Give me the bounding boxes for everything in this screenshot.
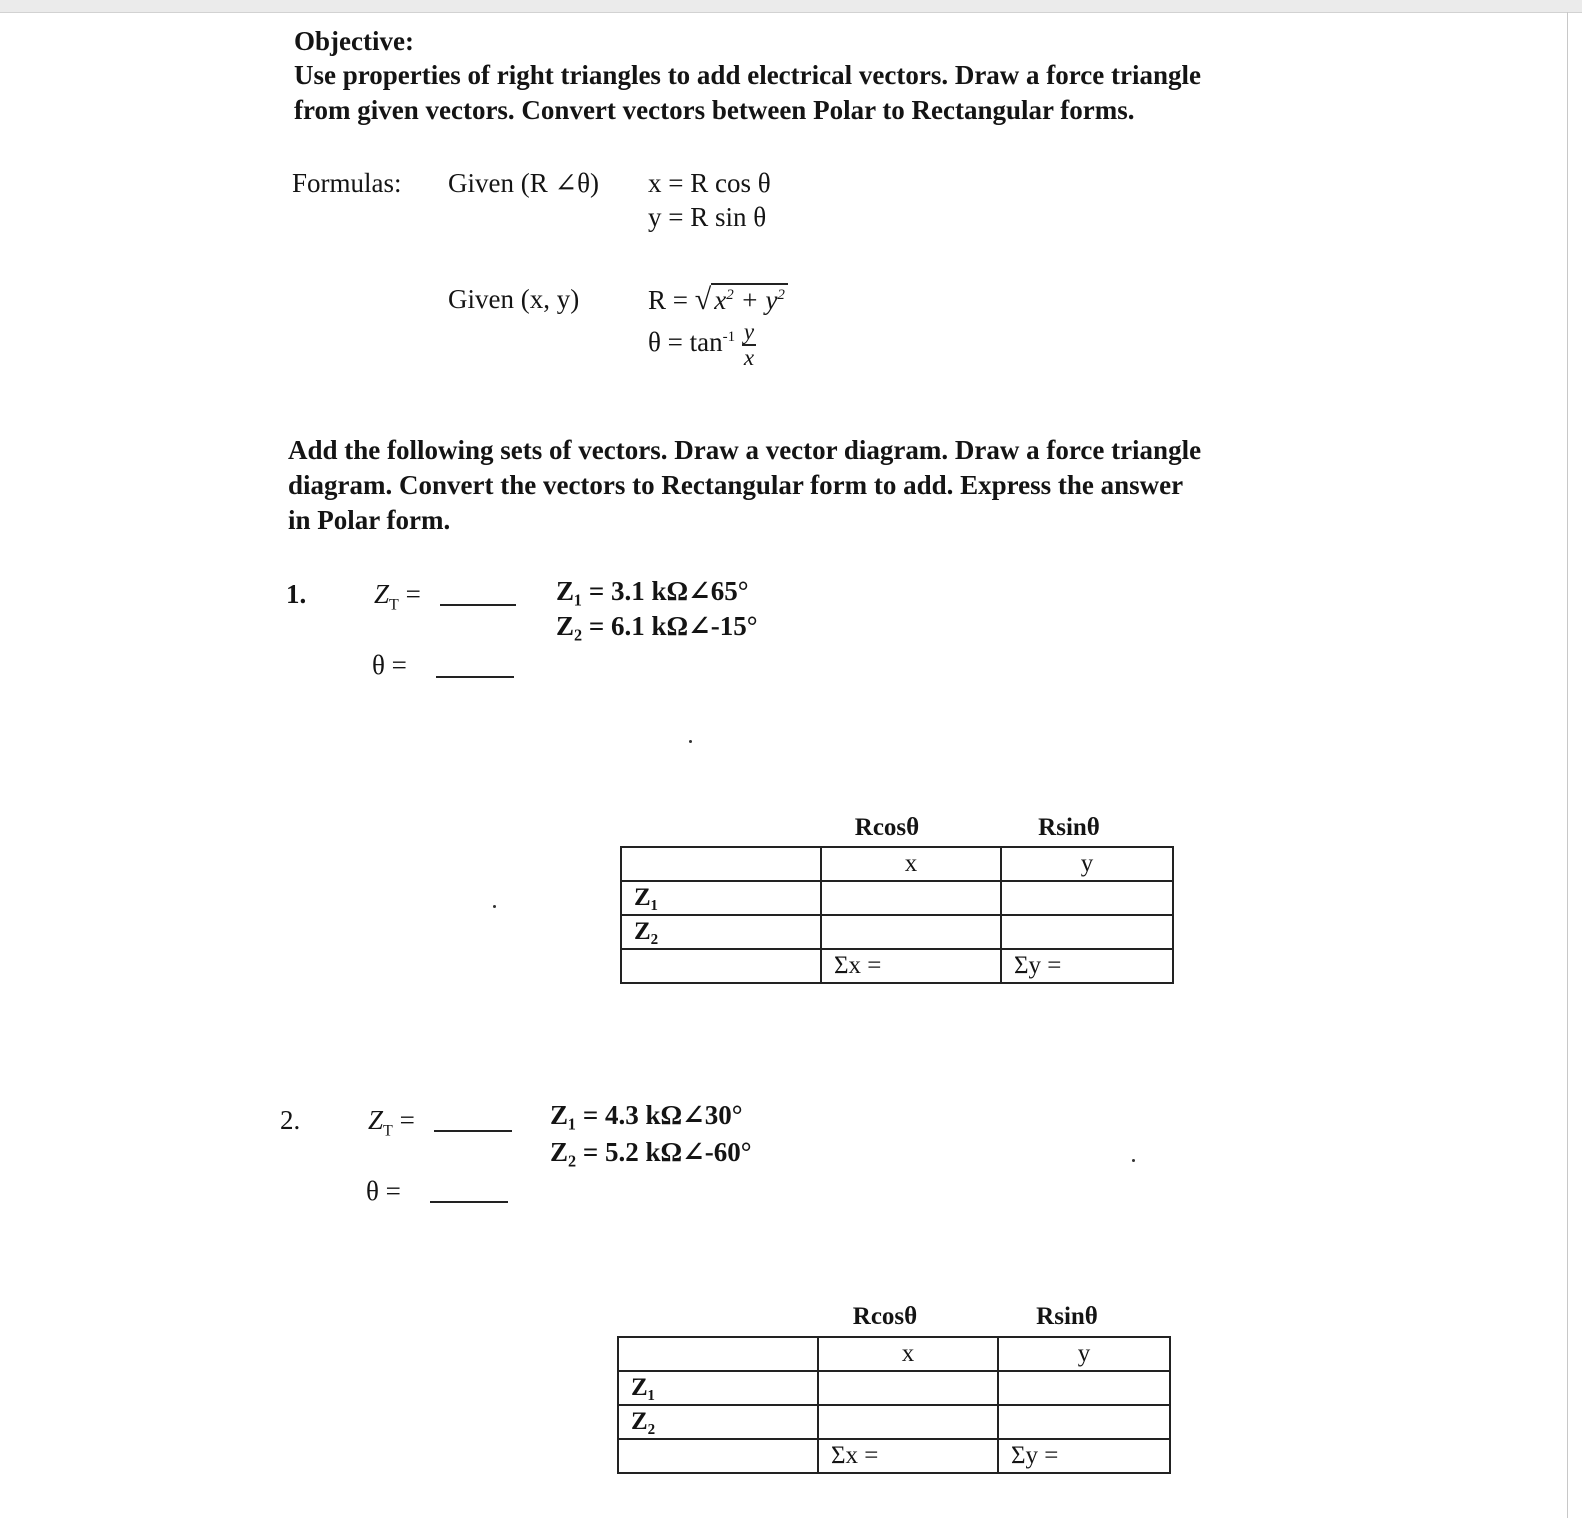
- table-row-label-z1: Z₁: [618, 1371, 818, 1405]
- r-radicand: [711, 283, 788, 315]
- table-2-col-rsin: Rsinθ: [1036, 1303, 1098, 1330]
- problem-1-theta-blank[interactable]: [436, 676, 514, 678]
- problem-2-z1: Z₁ = 4.3 kΩ∠30°: [550, 1100, 743, 1130]
- viewer-top-bar: [0, 0, 1582, 13]
- table-sum-y[interactable]: Σy =: [1001, 949, 1173, 983]
- page-edge: [1567, 12, 1568, 1518]
- table-cell: [621, 847, 821, 881]
- table-cell: [618, 1439, 818, 1473]
- problem-1-zt-blank[interactable]: [440, 604, 516, 606]
- theta-lhs: θ = tan: [648, 327, 723, 358]
- table-sum-x[interactable]: Σx =: [821, 949, 1001, 983]
- problem-1-z1: Z₁ = 3.1 kΩ∠65°: [556, 576, 749, 606]
- table-row: [618, 1337, 1170, 1371]
- table-row-label-z2: Z₂: [618, 1405, 818, 1439]
- radicand-y: y: [765, 285, 778, 315]
- problem-1-zt-label: [374, 577, 421, 622]
- table-cell: [618, 1337, 818, 1371]
- table-row: [618, 1439, 1170, 1473]
- table-subheader-x: x: [821, 847, 1001, 881]
- instructions-line-3: in Polar form.: [288, 505, 451, 535]
- table-subheader-y: y: [1001, 847, 1173, 881]
- table-cell-input[interactable]: [1001, 915, 1173, 949]
- table-cell-input[interactable]: [818, 1371, 998, 1405]
- r-lhs: R =: [648, 285, 688, 315]
- table-cell-input[interactable]: [998, 1405, 1170, 1439]
- radicand-y-exp: 2: [777, 287, 785, 303]
- table-2: [617, 1336, 1171, 1474]
- table-cell-input[interactable]: [821, 881, 1001, 915]
- table-row: [621, 881, 1173, 915]
- table-row: [618, 1405, 1170, 1439]
- table-sum-x[interactable]: Σx =: [818, 1439, 998, 1473]
- scan-speck: [493, 905, 496, 908]
- fraction-numerator: y: [743, 319, 755, 344]
- given-rect: Given (x, y): [448, 284, 580, 314]
- table-sum-y[interactable]: Σy =: [998, 1439, 1170, 1473]
- table-1-col-rcos: Rcosθ: [854, 814, 920, 841]
- sqrt-icon: √: [694, 283, 712, 316]
- theta-exp: -1: [722, 329, 736, 346]
- zt-symbol: Z: [374, 579, 390, 609]
- problem-2-theta-blank[interactable]: [430, 1201, 508, 1203]
- table-cell: [621, 949, 821, 983]
- y-over-x-fraction: [742, 320, 756, 370]
- table-cell-input[interactable]: [818, 1405, 998, 1439]
- radicand-x: x: [714, 285, 727, 315]
- table-subheader-y: y: [998, 1337, 1170, 1371]
- zt-equals: =: [398, 579, 421, 609]
- zt-equals: =: [392, 1105, 415, 1135]
- table-row-label-z2: Z₂: [621, 915, 821, 949]
- x-formula: x = R cos θ: [648, 168, 771, 198]
- scan-speck: [689, 740, 692, 743]
- scan-speck: [1132, 1159, 1135, 1162]
- instructions-line-1: Add the following sets of vectors. Draw a vector diagram. Draw a force triangle: [288, 435, 1202, 465]
- given-polar: Given (R ∠θ): [448, 168, 600, 198]
- problem-2-theta-label: θ =: [366, 1176, 401, 1206]
- table-1-col-rsin: Rsinθ: [1038, 814, 1100, 841]
- problem-1-theta-label: θ =: [372, 650, 407, 680]
- problem-1-number: 1.: [286, 579, 307, 609]
- problem-2-zt-blank[interactable]: [434, 1130, 512, 1132]
- radicand-plus: +: [733, 285, 766, 315]
- theta-formula: [648, 320, 756, 370]
- problem-1-z2: Z₂ = 6.1 kΩ∠-15°: [556, 611, 758, 641]
- table-row: [621, 915, 1173, 949]
- table-subheader-x: x: [818, 1337, 998, 1371]
- table-1: [620, 846, 1174, 984]
- problem-2-z2: Z₂ = 5.2 kΩ∠-60°: [550, 1137, 752, 1167]
- table-cell-input[interactable]: [998, 1371, 1170, 1405]
- instructions-line-2: diagram. Convert the vectors to Rectangular form to add. Express the answer: [288, 470, 1184, 500]
- formulas-label: Formulas:: [292, 168, 402, 198]
- objective-line-1: Use properties of right triangles to add electrical vectors. Draw a force triangle: [294, 60, 1201, 90]
- table-cell-input[interactable]: [1001, 881, 1173, 915]
- table-row: [621, 949, 1173, 983]
- zt-symbol: Z: [368, 1105, 384, 1135]
- table-2-col-rcos: Rcosθ: [852, 1303, 918, 1330]
- objective-heading: Objective:: [294, 26, 414, 56]
- objective-line-2: from given vectors. Convert vectors between Polar to Rectangular forms.: [294, 95, 1135, 125]
- y-formula: y = R sin θ: [648, 202, 767, 232]
- problem-2-number: 2.: [280, 1105, 301, 1135]
- problem-2-zt-label: [368, 1103, 415, 1148]
- zt-subscript: T: [383, 1122, 393, 1140]
- fraction-denominator: x: [743, 345, 755, 370]
- table-cell-input[interactable]: [821, 915, 1001, 949]
- r-formula: [648, 278, 788, 317]
- table-row-label-z1: Z₁: [621, 881, 821, 915]
- table-row: [621, 847, 1173, 881]
- table-row: [618, 1371, 1170, 1405]
- zt-subscript: T: [389, 596, 399, 614]
- radicand-x-exp: 2: [726, 287, 734, 303]
